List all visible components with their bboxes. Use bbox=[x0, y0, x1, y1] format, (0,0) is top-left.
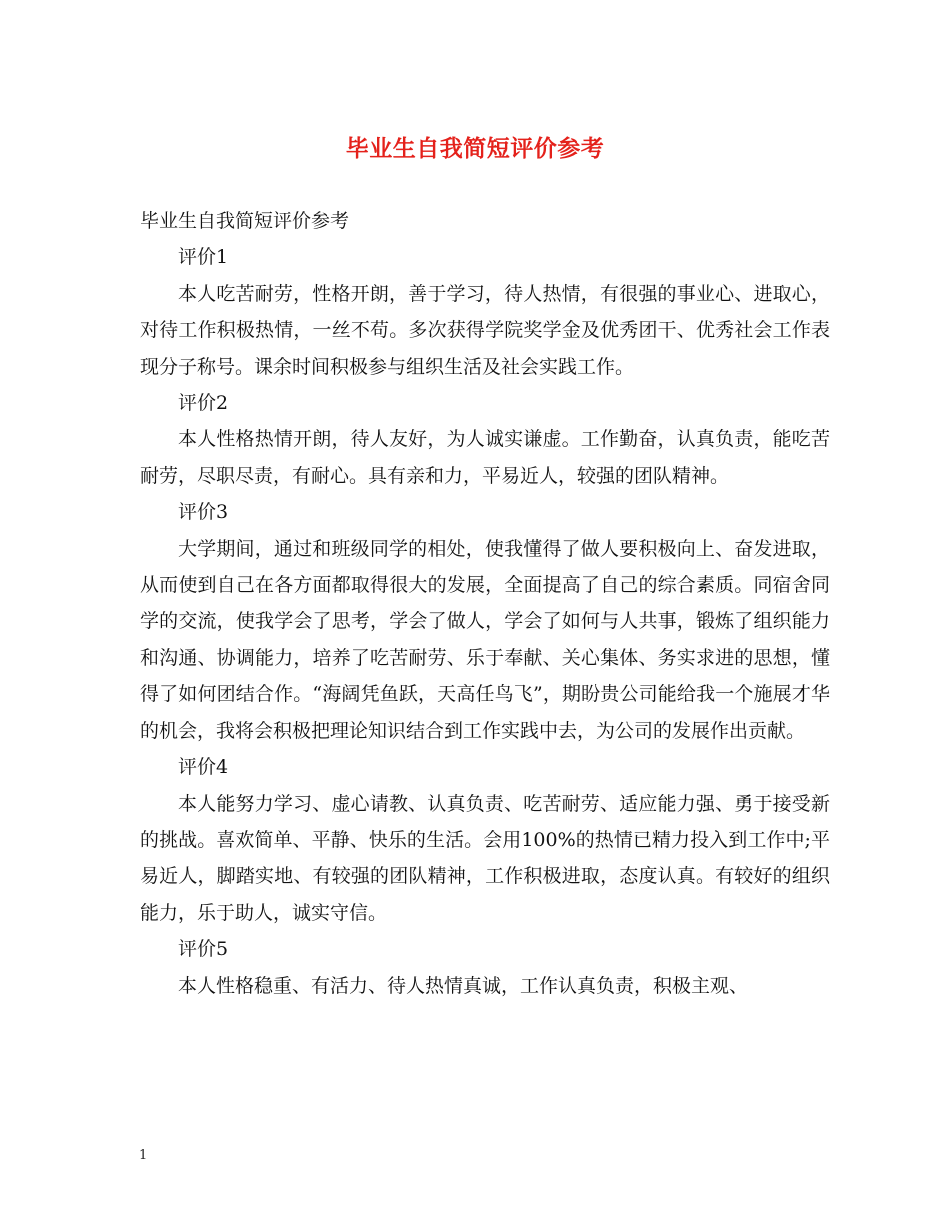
document-title: 毕业生自我简短评价参考 bbox=[345, 135, 605, 162]
section-heading-3: 评价3 bbox=[178, 501, 229, 524]
section-body-3: 大学期间，通过和班级同学的相处，使我懂得了做人要积极向上、奋发进取，从而使到自己在各方面都取得很大的发展，全面提高了自己的综合素质。同宿舍同学的交流，使我学会了思考，学会了做人，学会了如何与人共事，锻炼了组织能力和沟通、协调能力，培养了吃苦耐劳、乐于奉献、关心集体、务实求进的思想，懂得了如何团结合作。“海阔凭鱼跃，天高任鸟飞”，期盼贵公司能给我一个施展才华的机会，我将会积极把理论知识结合到工作实践中去，为公司的发展作出贡献。 bbox=[140, 537, 830, 742]
document-body bbox=[140, 203, 830, 1004]
section-heading-5: 评价5 bbox=[178, 938, 229, 961]
section-heading-2: 评价2 bbox=[178, 392, 229, 415]
section-body-5: 本人性格稳重、有活力、待人热情真诚，工作认真负责，积极主观、 bbox=[178, 974, 749, 997]
section-heading-4: 评价4 bbox=[178, 756, 229, 779]
section-body-4: 本人能努力学习、虚心请教、认真负责、吃苦耐劳、适应能力强、勇于接受新的挑战。喜欢简单、平静、快乐的生活。会用100%的热情已精力投入到工作中;平易近人，脚踏实地、有较强的团队精神，工作积极进取，态度认真。有较好的组织能力，乐于助人，诚实守信。 bbox=[140, 792, 830, 924]
page-number: 1 bbox=[139, 1148, 148, 1163]
section-body-2: 本人性格热情开朗，待人友好，为人诚实谦虚。工作勤奋，认真负责，能吃苦耐劳，尽职尽责，有耐心。具有亲和力，平易近人，较强的团队精神。 bbox=[140, 428, 830, 487]
document-subtitle: 毕业生自我简短评价参考 bbox=[140, 210, 350, 232]
section-heading-1: 评价1 bbox=[178, 246, 229, 269]
section-body-1: 本人吃苦耐劳，性格开朗，善于学习，待人热情，有很强的事业心、进取心，对待工作积极热情，一丝不苟。多次获得学院奖学金及优秀团干、优秀社会工作表现分子称号。课余时间积极参与组织生活及社会实践工作。 bbox=[140, 282, 830, 378]
